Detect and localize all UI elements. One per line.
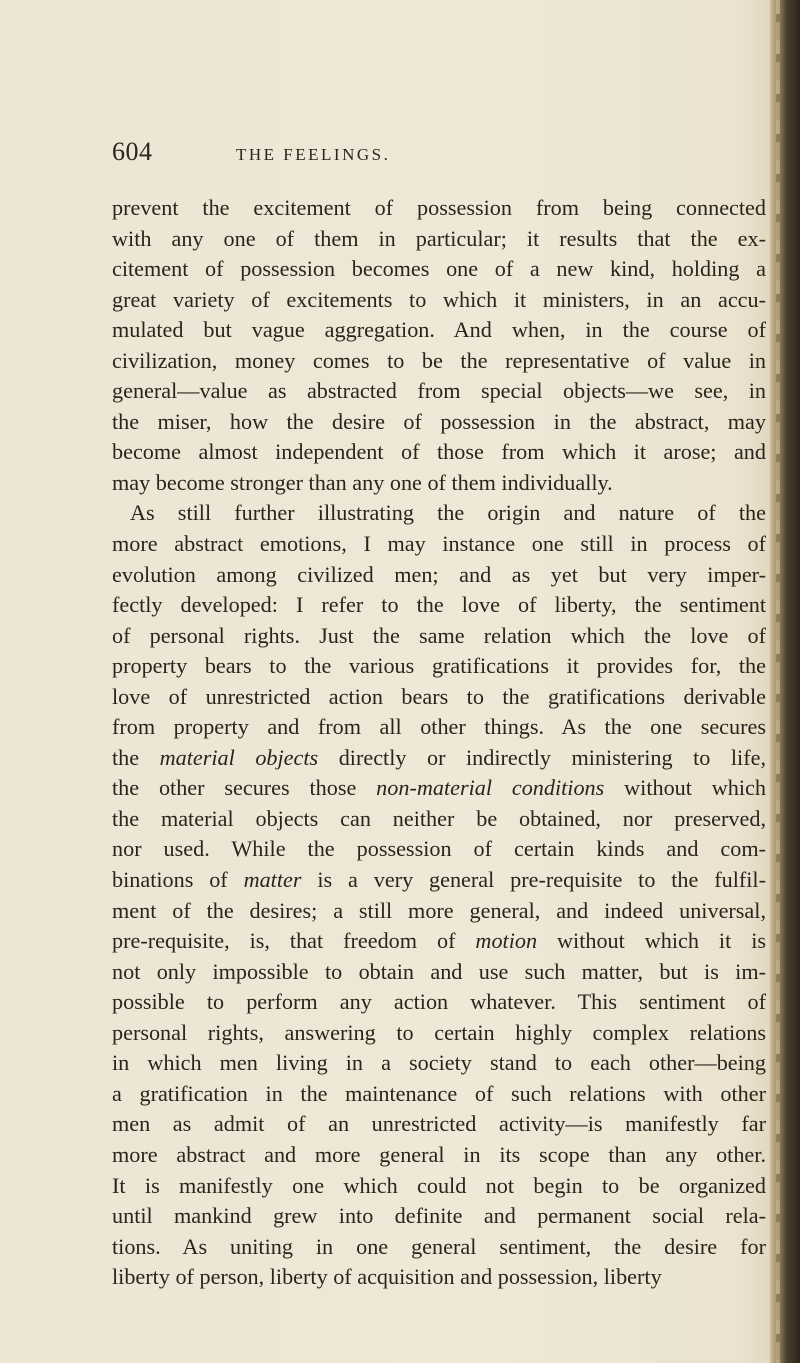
text-line: ment of the desires; a still more general, and indeed universal, xyxy=(112,897,766,923)
text-line xyxy=(112,743,766,774)
text-line: the miser, how the desire of possession in the abstract, may xyxy=(112,408,766,434)
text-line: general—value as abstracted from special objects—we see, in xyxy=(112,378,766,404)
text-segment: is a very general pre-requisite to the fulfil- xyxy=(301,867,766,893)
text-line: nor used. While the possession of certain kinds and com- xyxy=(112,836,766,862)
text-line: personal rights, answering to certain highly complex relations xyxy=(112,1019,766,1045)
text-line: may become stronger than any one of them individually. xyxy=(112,469,613,495)
italic-phrase: material objects xyxy=(159,744,319,770)
page-header xyxy=(112,137,764,171)
text-line: tions. As uniting in one general sentiment, the desire for xyxy=(112,1233,766,1259)
text-line: in which men living in a society stand to each other—being xyxy=(112,1050,766,1076)
text-line: a gratification in the maintenance of such relations with other xyxy=(112,1080,766,1106)
text-line: prevent the excitement of possession from being connected xyxy=(112,195,766,220)
text-line xyxy=(112,926,766,957)
text-line: become almost independent of those from which it arose; and xyxy=(112,439,766,465)
text-line: more abstract and more general in its scope than any other. xyxy=(112,1141,766,1167)
page-number: 604 xyxy=(112,137,153,166)
text-line: property bears to the various gratifications it provides for, the xyxy=(112,653,766,679)
text-segment: binations of xyxy=(112,867,244,893)
text-line: liberty of person, liberty of acquisition and possession, liberty xyxy=(112,1264,662,1290)
italic-phrase: non-material conditions xyxy=(376,775,605,801)
text-line xyxy=(112,773,766,804)
text-line: mulated but vague aggregation. And when, in the course of xyxy=(112,317,766,343)
text-line: men as admit of an unrestricted activity—is manifestly far xyxy=(112,1111,766,1137)
text-line: civilization, money comes to be the representative of value in xyxy=(112,347,766,373)
text-line: As still further illustrating the origin and nature of the xyxy=(130,500,766,526)
text-segment: without which xyxy=(604,775,766,801)
text-line: citement of possession becomes one of a new kind, holding a xyxy=(112,256,766,282)
text-line: evolution among civilized men; and as yet but very imper- xyxy=(112,561,766,587)
text-segment: without which it is xyxy=(537,928,766,954)
text-line: from property and from all other things. As the one secures xyxy=(112,714,766,740)
text-line: more abstract emotions, I may instance one still in process of xyxy=(112,531,766,557)
page-edge xyxy=(770,0,800,1363)
italic-phrase: motion xyxy=(475,928,538,954)
text-line: great variety of excitements to which it ministers, in an accu- xyxy=(112,286,766,312)
body-text xyxy=(112,193,766,1293)
text-line: possible to perform any action whatever. This sentiment of xyxy=(112,989,766,1015)
text-line: fectly developed: I refer to the love of liberty, the sentiment xyxy=(112,592,766,618)
text-line: the material objects can neither be obtained, nor preserved, xyxy=(112,805,766,831)
text-line: until mankind grew into definite and permanent social rela- xyxy=(112,1203,766,1229)
text-line xyxy=(112,865,766,896)
text-line: of personal rights. Just the same relation which the love of xyxy=(112,622,766,648)
running-head: THE FEELINGS. xyxy=(236,145,391,164)
text-line: with any one of them in particular; it results that the ex- xyxy=(112,225,766,251)
text-segment: pre-requisite, is, that freedom of xyxy=(112,928,476,954)
text-segment: directly or indirectly ministering to life, xyxy=(318,744,766,770)
text-line: It is manifestly one which could not begin to be organized xyxy=(112,1172,766,1198)
text-segment: the other secures those xyxy=(112,775,377,801)
italic-phrase: matter xyxy=(243,867,302,893)
text-line: love of unrestricted action bears to the gratifications derivable xyxy=(112,683,766,709)
text-segment: the xyxy=(112,744,160,770)
text-line: not only impossible to obtain and use such matter, but is im- xyxy=(112,958,766,984)
